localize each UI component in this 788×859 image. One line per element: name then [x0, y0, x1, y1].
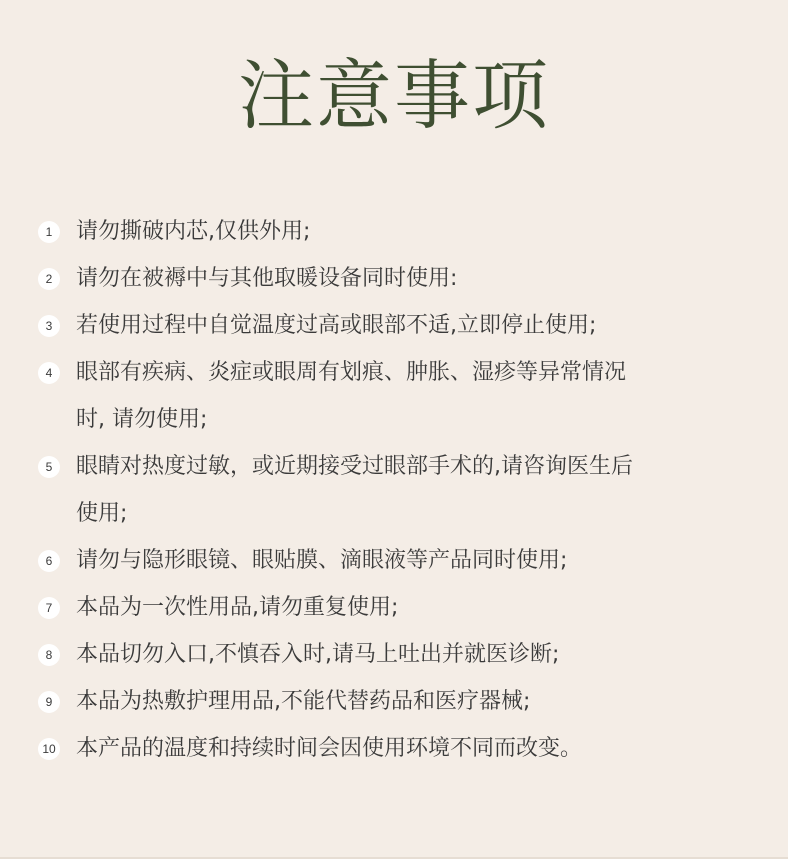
list-item-text: 眼睛对热度过敏，或近期接受过眼部手术的,请咨询医生后 — [76, 454, 633, 479]
page-title: 注意事项 — [238, 51, 550, 140]
item-number-badge: 6 — [38, 550, 60, 572]
item-number-badge: 7 — [38, 597, 60, 619]
item-number-badge: 8 — [38, 644, 60, 666]
list-item-text: 本品为一次性用品,请勿重复使用; — [76, 595, 399, 620]
item-number-badge: 5 — [38, 456, 60, 478]
list-item-text: 请勿在被褥中与其他取暖设备同时使用: — [76, 266, 458, 291]
list-item-text-continued: 时, 请勿使用; — [76, 407, 208, 432]
list-item-text: 眼部有疾病、炎症或眼周有划痕、肿胀、湿疹等异常情况 — [76, 360, 627, 385]
list-item-text: 请勿与隐形眼镜、眼贴膜、滴眼液等产品同时使用; — [76, 548, 568, 573]
list-item-text: 本品为热敷护理用品,不能代替药品和医疗器械; — [76, 689, 531, 714]
list-item-text: 本品切勿入口,不慎吞入时,请马上吐出并就医诊断; — [76, 642, 560, 667]
item-number-badge: 9 — [38, 691, 60, 713]
list-item-text: 本产品的温度和持续时间会因使用环境不同而改变。 — [76, 736, 583, 761]
item-number-badge: 1 — [38, 221, 60, 243]
item-number-badge: 10 — [38, 738, 60, 760]
item-number-badge: 2 — [38, 268, 60, 290]
item-number-badge: 3 — [38, 315, 60, 337]
list-item-text: 若使用过程中自觉温度过高或眼部不适,立即停止使用; — [76, 313, 597, 338]
list-item-text: 请勿撕破内芯,仅供外用; — [76, 219, 311, 244]
list-item-text-continued: 使用; — [76, 501, 128, 526]
item-number-badge: 4 — [38, 362, 60, 384]
